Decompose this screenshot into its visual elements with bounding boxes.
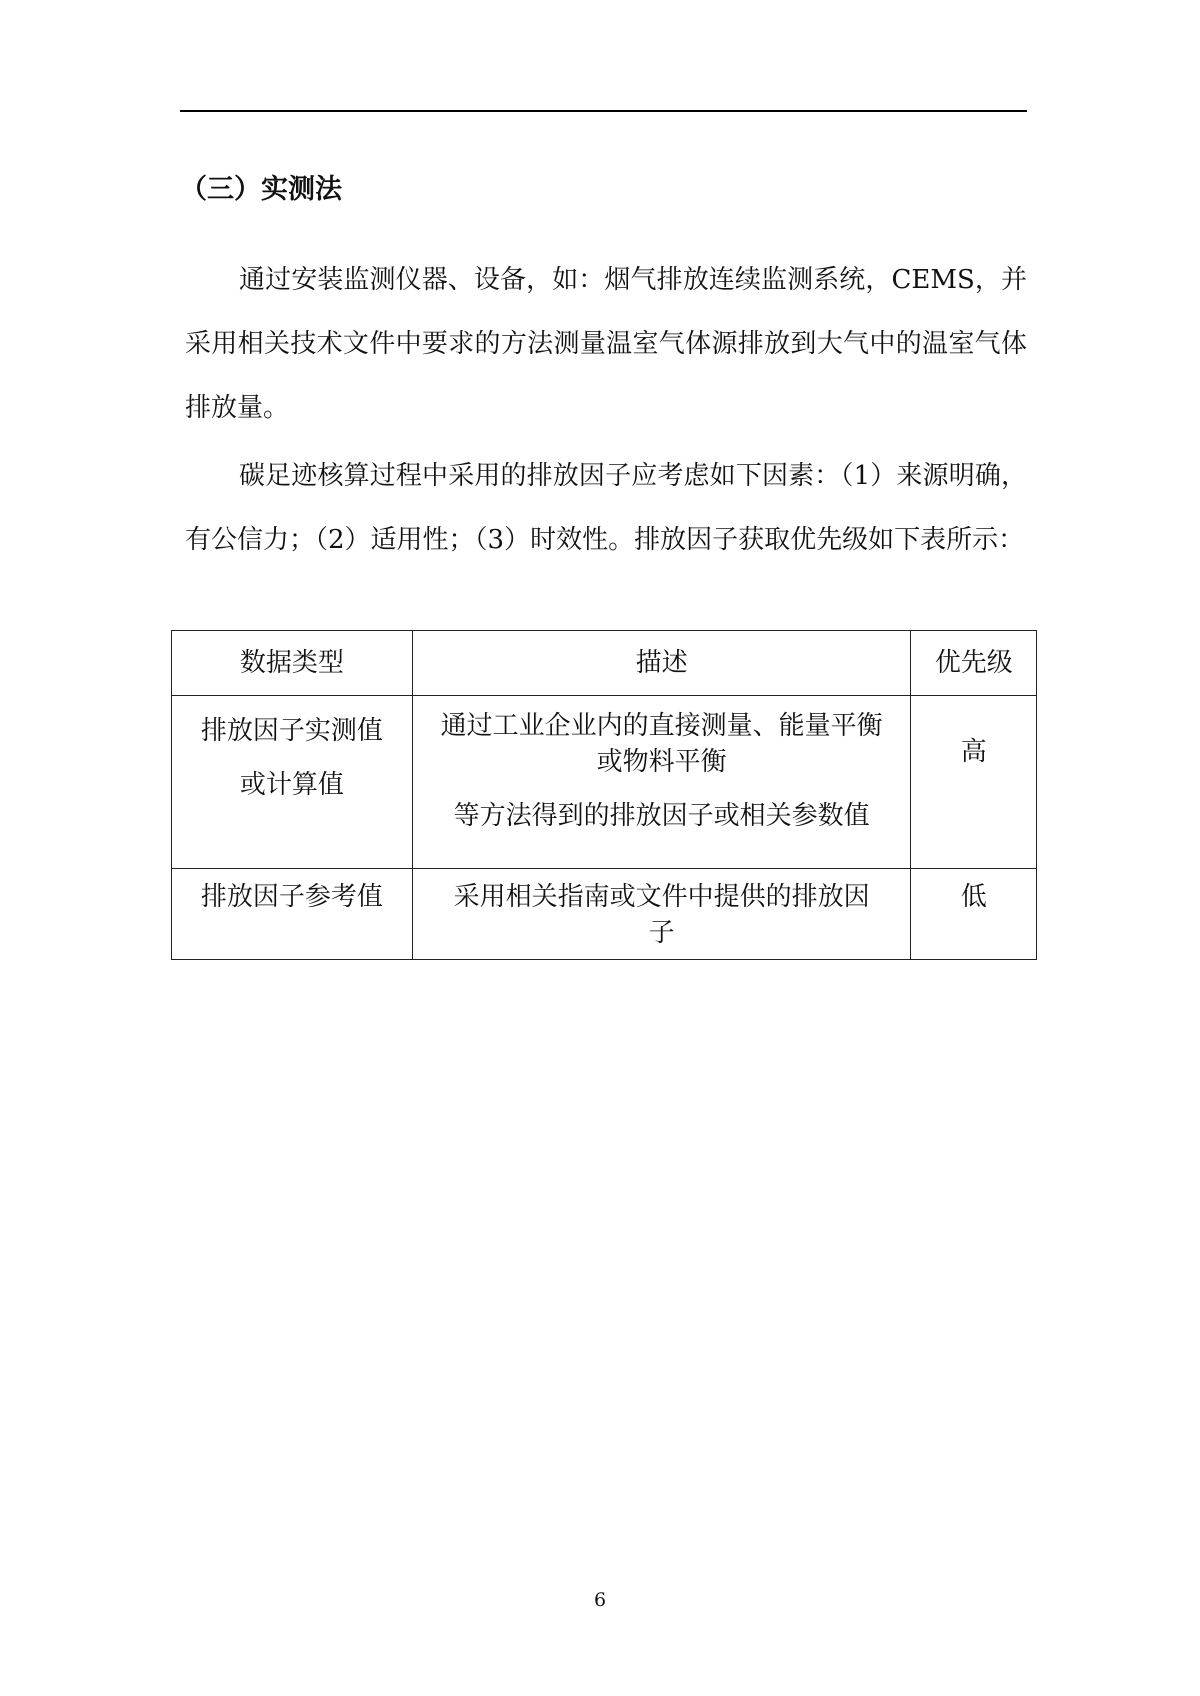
cell-line: 或计算值 [239,770,344,800]
cell-line: 或物料平衡 [596,747,727,777]
table-header-cell: 描述 [412,631,911,696]
cell-line: 通过工业企业内的直接测量、能量平衡 [440,711,883,741]
table-row [172,696,1037,869]
table-header-cell: 优先级 [911,631,1037,696]
emission-factor-priority-table [171,630,1037,960]
cell-line: 排放因子实测值 [200,716,383,746]
table-header-cell: 数据类型 [172,631,413,696]
description-cell [412,869,911,960]
priority-cell: 高 [911,696,1037,869]
cell-line: 采用相关指南或文件中提供的排放因 [453,882,870,912]
cell-line: 排放因子参考值 [200,882,383,912]
description-cell [412,696,911,869]
paragraph-emission-factor-criteria: 碳足迹核算过程中采用的排放因子应考虑如下因素：（1）来源明确，有公信力；（2）适用性；（3）时效性。排放因子获取优先级如下表所示： [185,461,1027,555]
table-header-row [172,631,1037,696]
data-type-cell [172,696,413,869]
priority-cell: 低 [911,869,1037,960]
data-type-cell [172,869,413,960]
header-rule [180,110,1027,112]
cell-line: 子 [648,918,675,948]
cell-line: 等方法得到的排放因子或相关参数值 [453,801,870,831]
section-heading: （三）实测法 [180,174,342,205]
paragraph-measurement-method: 通过安装监测仪器、设备，如：烟气排放连续监测系统，CEMS，并采用相关技术文件中要求的方法测量温室气体源排放到大气中的温室气体排放量。 [185,265,1027,423]
table-row [172,869,1037,960]
page-number: 6 [593,1589,607,1611]
